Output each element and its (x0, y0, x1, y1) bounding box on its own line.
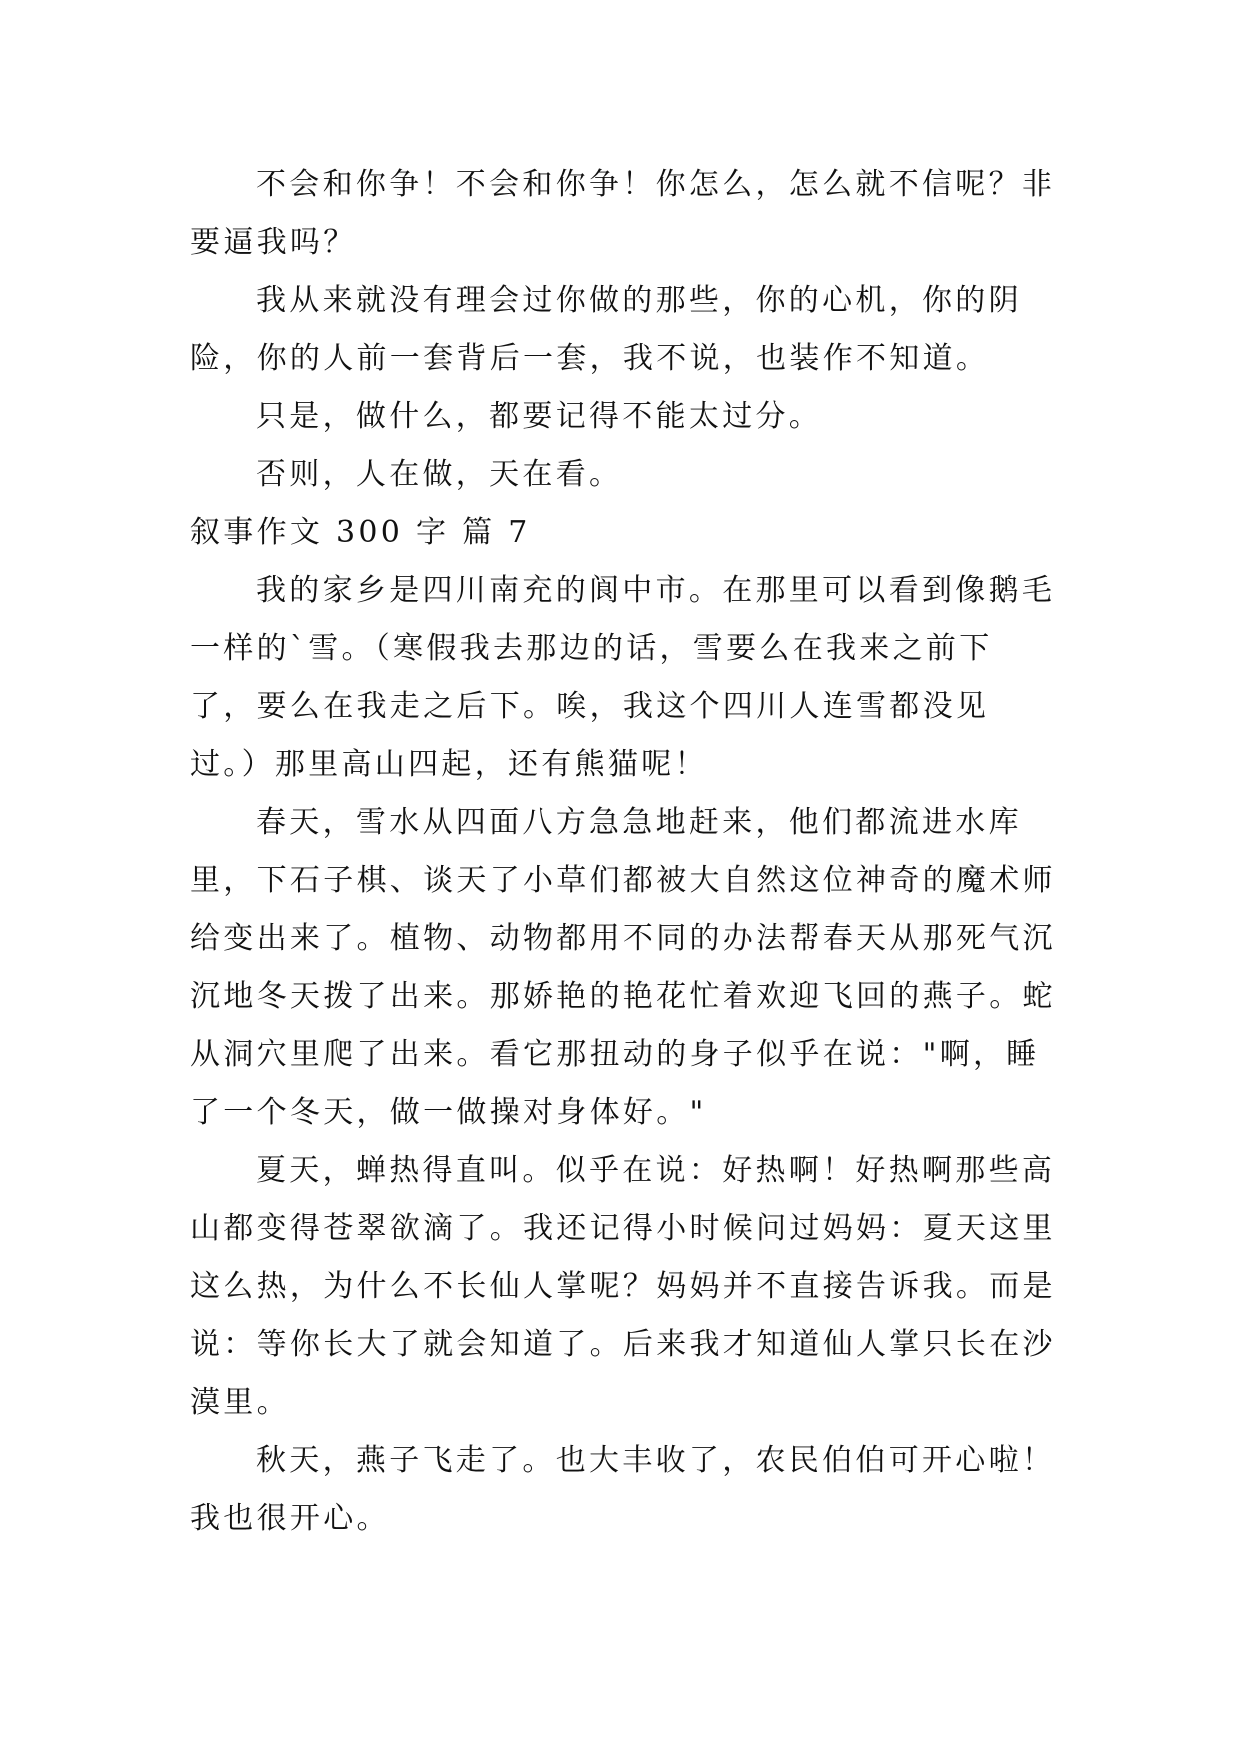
paragraph: 我的家乡是四川南充的阆中市。在那里可以看到像鹅毛一样的`雪。（寒假我去那边的话，雪要么在我来之前下了，要么在我走之后下。唉，我这个四川人连雪都没见过。）那里高山四起，还有熊猫呢！ (190, 573, 1056, 782)
paragraph: 不会和你争！不会和你争！你怎么，怎么就不信呢？非要逼我吗？ (190, 167, 1056, 260)
paragraph: 春天，雪水从四面八方急急地赶来，他们都流进水库里，下石子棋、谈天了小草们都被大自然这位神奇的魔术师给变出来了。植物、动物都用不同的办法帮春天从那死气沉沉地冬天拨了出来。那娇艳的艳花忙着欢迎飞回的燕子。蛇从洞穴里爬了出来。看它那扭动的身子似乎在说："啊，睡了一个冬天，做一做操对身体好。" (190, 805, 1056, 1130)
document-body (190, 156, 1056, 1548)
paragraph: 否则，人在做，天在看。 (256, 457, 623, 492)
paragraph: 我从来就没有理会过你做的那些，你的心机，你的阴险，你的人前一套背后一套，我不说，也装作不知道。 (190, 283, 1022, 376)
paragraph: 秋天，燕子飞走了。也大丰收了，农民伯伯可开心啦！我也很开心。 (190, 1443, 1056, 1536)
paragraph: 只是，做什么，都要记得不能太过分。 (256, 399, 823, 434)
paragraph: 夏天，蝉热得直叫。似乎在说：好热啊！好热啊那些高山都变得苍翠欲滴了。我还记得小时候问过妈妈：夏天这里这么热，为什么不长仙人掌呢？妈妈并不直接告诉我。而是说：等你长大了就会知道了。后来我才知道仙人掌只长在沙漠里。 (190, 1153, 1056, 1420)
section-heading: 叙事作文 300 字 篇 7 (190, 515, 531, 550)
